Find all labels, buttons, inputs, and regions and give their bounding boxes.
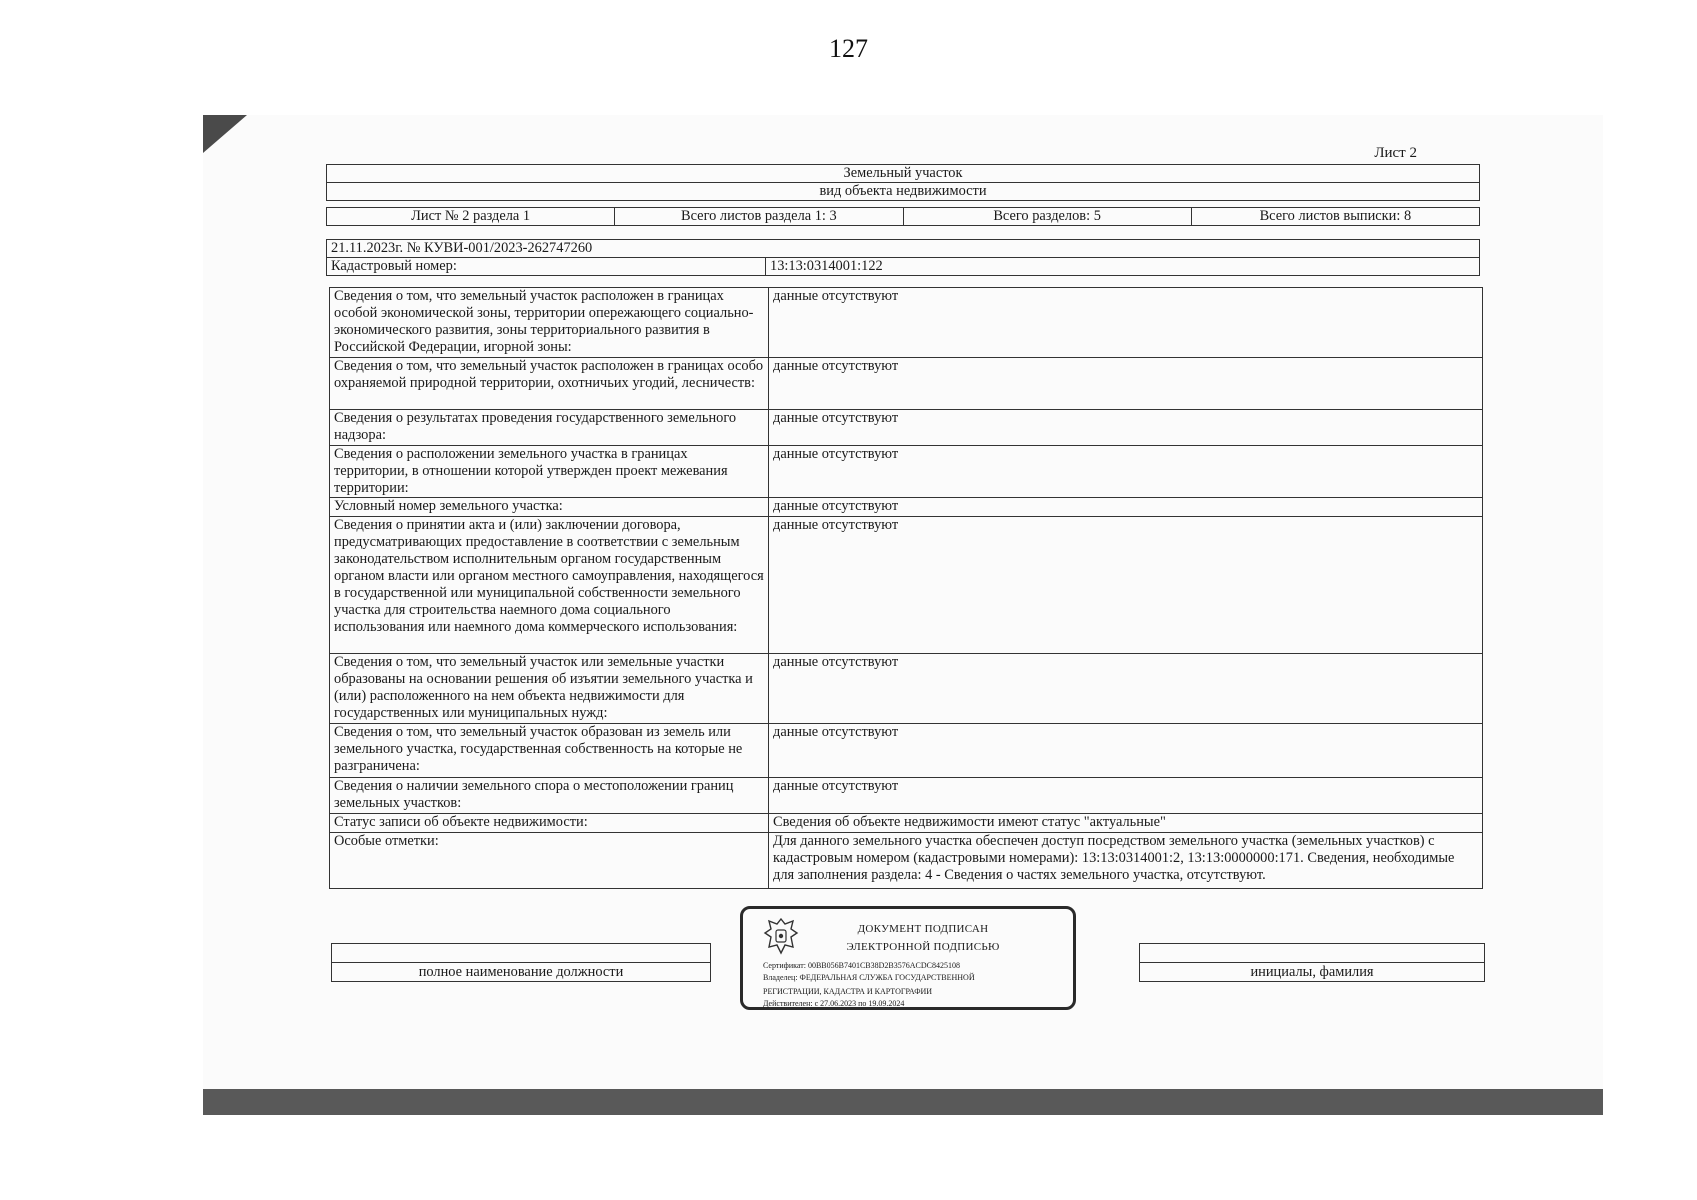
table-row	[330, 778, 1483, 814]
row-value: данные отсутствуют	[769, 358, 1483, 410]
table-row	[330, 410, 1483, 446]
row-value: Для данного земельного участка обеспечен доступ посредством земельного участка (земельных участков) с кадастровым номером (кадастровыми номерами): 13:13:0314001:2, 13:13:0000000:171. Сведения, необходимые для заполнения раздела: 4 - Сведения о частях земельного участка, отсутствуют.	[769, 833, 1483, 889]
row-value: данные отсутствуют	[769, 517, 1483, 654]
total-sections: Всего разделов: 5	[903, 208, 1191, 226]
signature-name-blank	[1140, 944, 1485, 963]
total-sheets-extract: Всего листов выписки: 8	[1191, 208, 1479, 226]
row-value: данные отсутствуют	[769, 724, 1483, 778]
row-value: данные отсутствуют	[769, 288, 1483, 358]
row-label: Сведения о расположении земельного участка в границах территории, в отношении которой утвержден проект межевания территории:	[330, 446, 769, 498]
details-table	[329, 287, 1483, 889]
row-label: Сведения о том, что земельный участок или земельные участки образованы на основании решения об изъятии земельного участка и (или) расположенного на нем объекта недвижимости для государственных или муниципальных нужд:	[330, 654, 769, 724]
object-type-table	[326, 164, 1480, 201]
scan-shadow-corner	[203, 115, 247, 153]
stamp-owner-1: Владелец: ФЕДЕРАЛЬНАЯ СЛУЖБА ГОСУДАРСТВЕННОЙ	[763, 973, 975, 982]
stamp-validity: Действителен: с 27.06.2023 по 19.09.2024	[763, 999, 905, 1008]
name-caption: инициалы, фамилия	[1140, 963, 1485, 982]
eagle-emblem-icon	[761, 915, 801, 957]
row-label: Статус записи об объекте недвижимости:	[330, 814, 769, 833]
row-label: Сведения о результатах проведения государственного земельного надзора:	[330, 410, 769, 446]
object-type: Земельный участок	[327, 165, 1480, 183]
table-row	[330, 358, 1483, 410]
sheet-label: Лист 2	[1374, 145, 1417, 161]
row-value: данные отсутствуют	[769, 446, 1483, 498]
scanned-sheet	[203, 115, 1603, 1115]
sheet-info-table	[326, 207, 1480, 226]
row-label: Сведения о том, что земельный участок расположен в границах особо охраняемой природной территории, охотничьих угодий, лесничеств:	[330, 358, 769, 410]
row-label: Сведения о принятии акта и (или) заключении договора, предусматривающих предоставление в соответствии с земельным законодательством исполнительным органом государственным органом власти или органом местного самоуправления, находящегося в государственной или муниципальной собственности земельного участка для строительства наемного дома социального использования или наемного дома коммерческого использования:	[330, 517, 769, 654]
table-row	[330, 833, 1483, 889]
stamp-line-1: ДОКУМЕНТ ПОДПИСАН	[857, 923, 989, 935]
record-id-table	[326, 239, 1480, 276]
row-label: Особые отметки:	[330, 833, 769, 889]
stamp-certificate: Сертификат: 00BB056B7401CB38D2B3576ACDC8425108	[763, 961, 960, 970]
total-sheets-section: Всего листов раздела 1: 3	[615, 208, 903, 226]
electronic-signature-stamp	[740, 906, 1076, 1010]
table-row	[330, 814, 1483, 833]
row-label: Сведения о том, что земельный участок образован из земель или земельного участка, государственная собственность на которые не разграничена:	[330, 724, 769, 778]
object-type-caption: вид объекта недвижимости	[327, 183, 1480, 201]
stamp-owner-2: РЕГИСТРАЦИИ, КАДАСТРА И КАРТОГРАФИИ	[763, 987, 933, 996]
sheet-of-section: Лист № 2 раздела 1	[327, 208, 615, 226]
row-value: данные отсутствуют	[769, 778, 1483, 814]
row-value: данные отсутствуют	[769, 654, 1483, 724]
signature-position-blank	[332, 944, 711, 963]
table-row	[330, 517, 1483, 654]
cadastral-value: 13:13:0314001:122	[766, 258, 1480, 276]
row-label: Условный номер земельного участка:	[330, 498, 769, 517]
page-number: 127	[829, 34, 868, 63]
table-row	[330, 724, 1483, 778]
table-row	[330, 446, 1483, 498]
row-value: данные отсутствуют	[769, 410, 1483, 446]
position-caption: полное наименование должности	[332, 963, 711, 982]
table-row	[330, 654, 1483, 724]
record-date-number: 21.11.2023г. № КУВИ-001/2023-262747260	[327, 240, 1480, 258]
row-value: данные отсутствуют	[769, 498, 1483, 517]
table-row	[330, 498, 1483, 517]
stamp-line-2: ЭЛЕКТРОННОЙ ПОДПИСЬЮ	[846, 941, 1000, 953]
cadastral-label: Кадастровый номер:	[327, 258, 766, 276]
row-value: Сведения об объекте недвижимости имеют статус "актуальные"	[769, 814, 1483, 833]
table-row	[330, 288, 1483, 358]
row-label: Сведения о том, что земельный участок расположен в границах особой экономической зоны, территории опережающего социально-экономического развития, зоны территориального развития в Российской Федерации, игорной зоны:	[330, 288, 769, 358]
row-label: Сведения о наличии земельного спора о местоположении границ земельных участков:	[330, 778, 769, 814]
